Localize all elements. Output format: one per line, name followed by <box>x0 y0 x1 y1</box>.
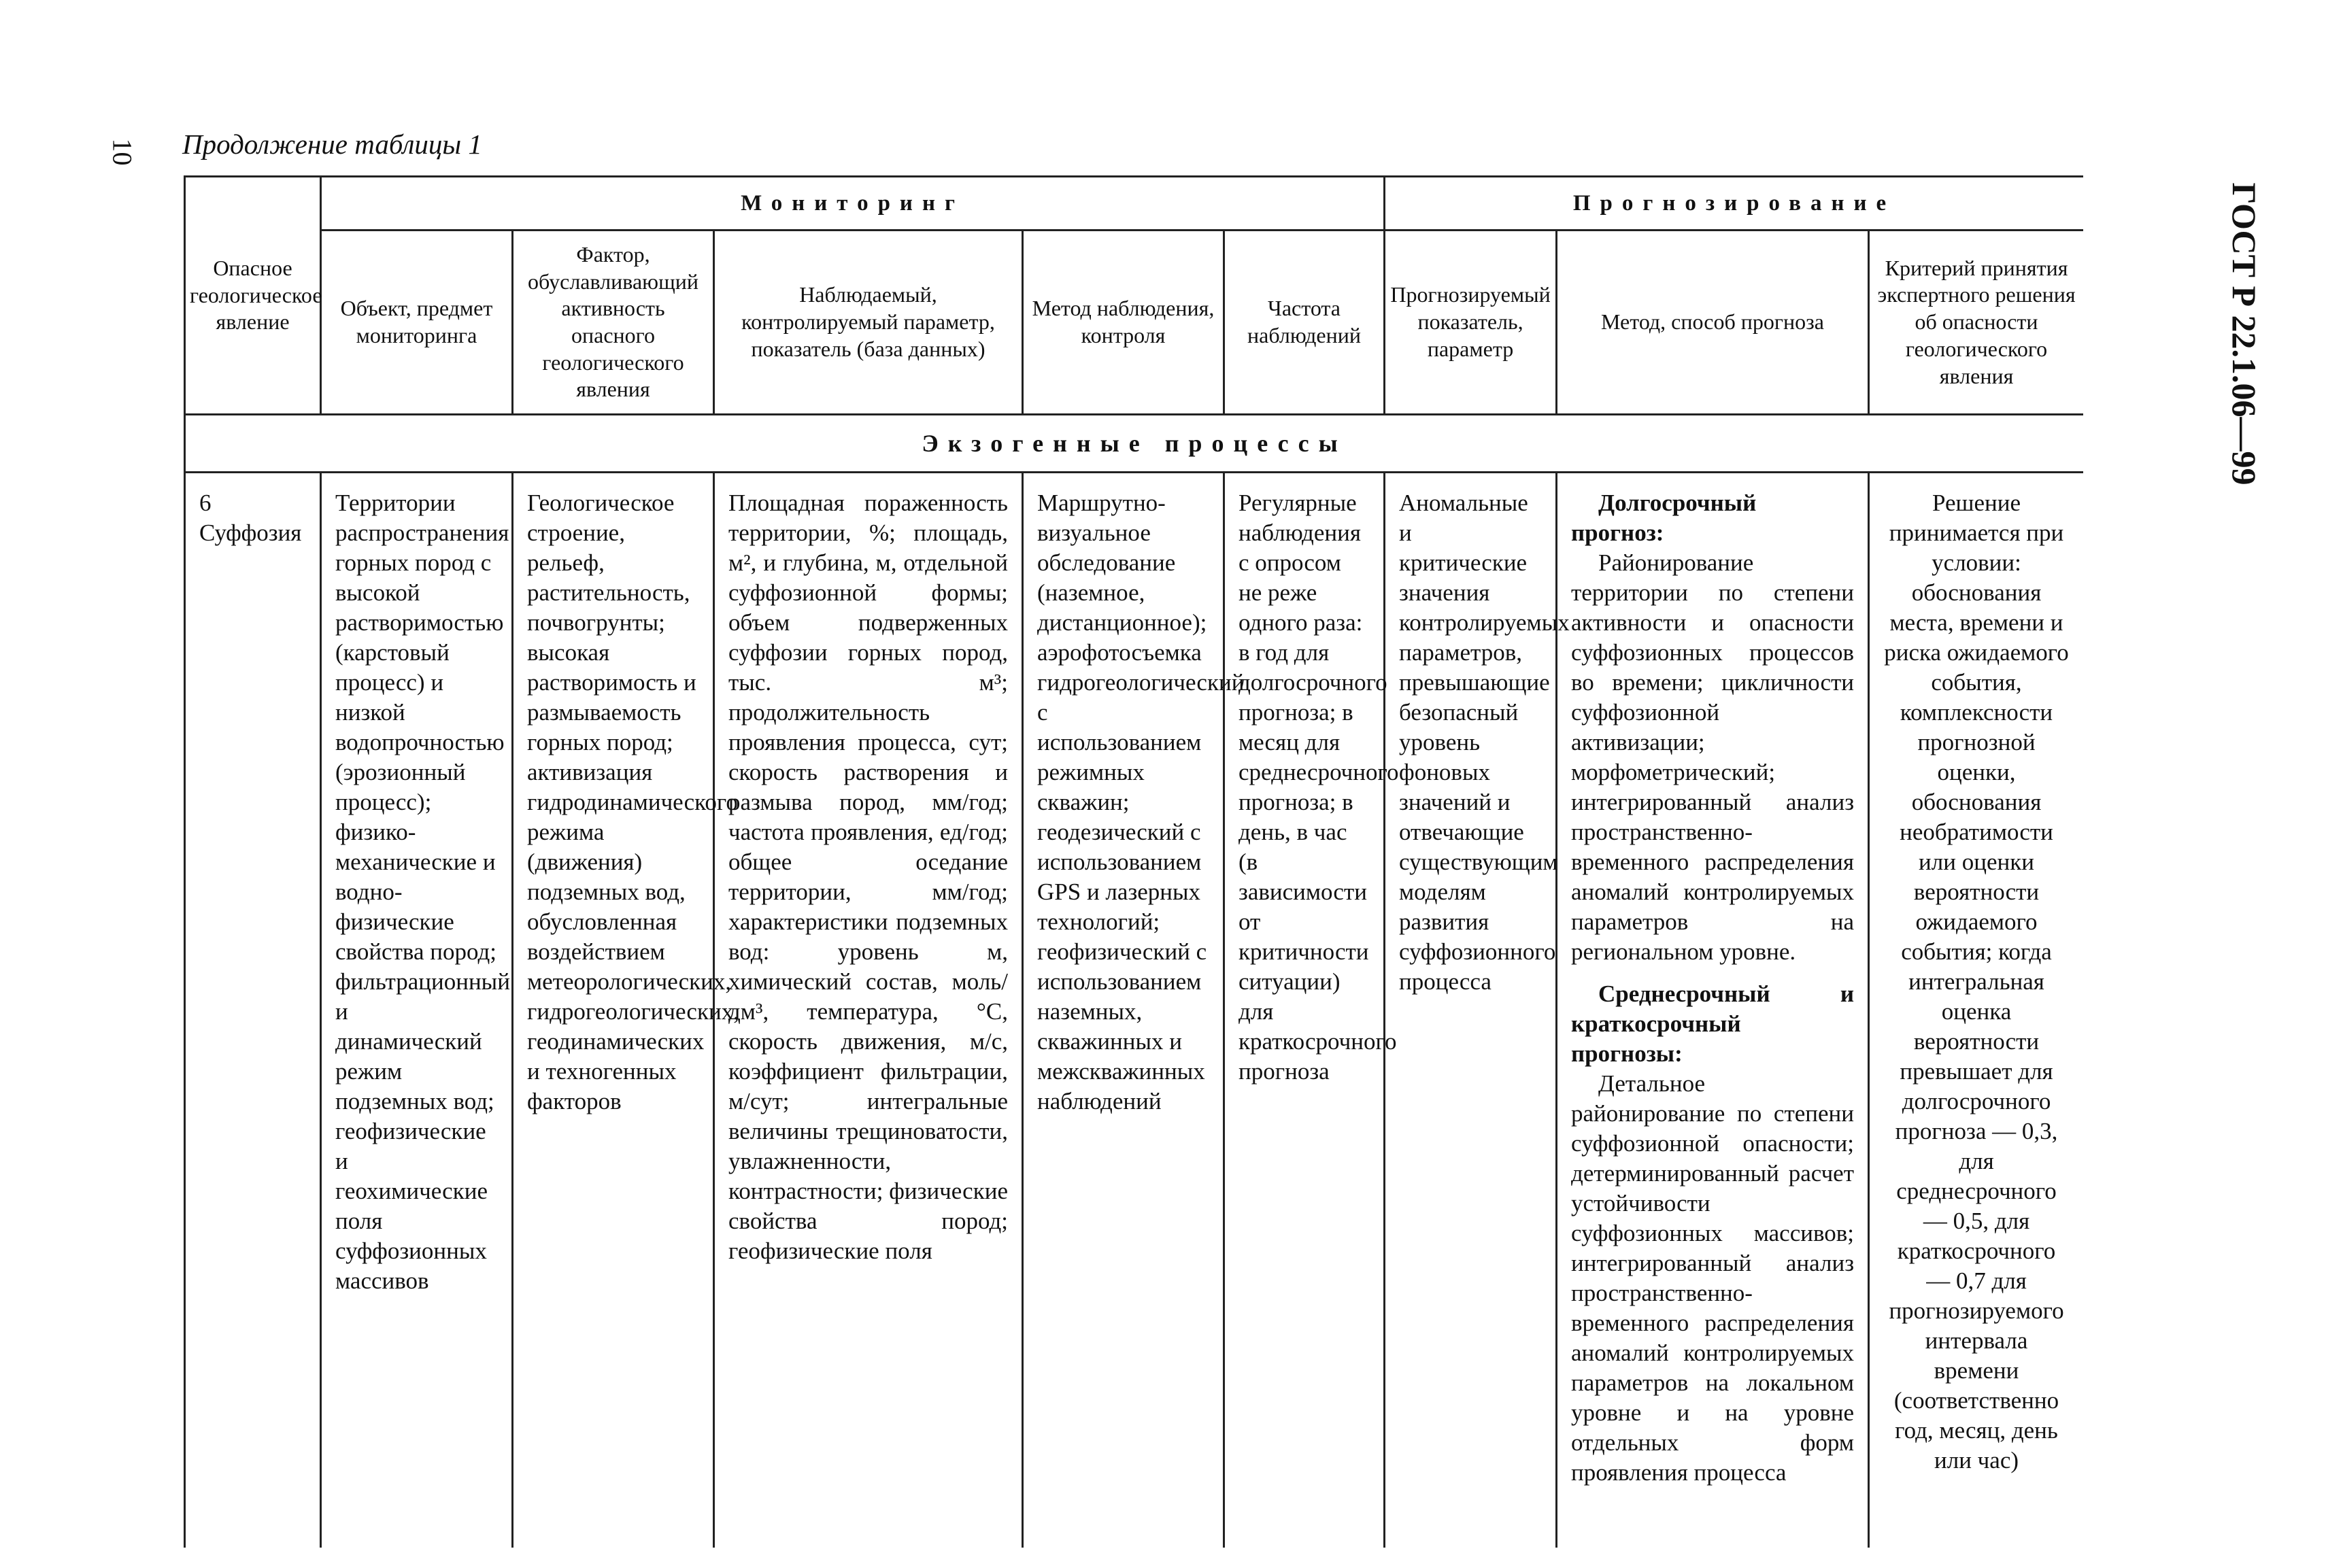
col-header-method: Метод наблюдения, контроля <box>1023 231 1224 415</box>
col-header-frequency: Частота наблюдений <box>1224 231 1385 415</box>
main-table <box>184 175 2083 1548</box>
cell-forecast-method <box>1557 473 1868 1488</box>
table-caption: Продолжение таблицы 1 <box>182 129 482 160</box>
col-header-phenomenon: Опасное геологическое явление <box>185 177 321 415</box>
long-term-title: Долгосрочный прогноз: <box>1571 490 1757 546</box>
col-header-criterion: Критерий принятия экспертного решения об опасности геологического явления <box>1869 231 2083 415</box>
col-header-parameter: Наблюдаемый, контролируемый параметр, показатель (база данных) <box>714 231 1023 415</box>
group-header-monitoring: Мониторинг <box>321 177 1385 231</box>
long-term-text: Районирование территории по степени активности и опасности суффозионных процессов во времени; цикличности суффозионной активизации; морфометрический; интегрированный анализ пространственно-временного распределения аномалий контролируемых параметров на региональном уровне. <box>1571 549 1855 965</box>
cell-parameter: Площадная пораженность территории, %; площадь, м², и глубина, м, отдельной суффозионной формы; объем подверженных суффозии горных пород, тыс. м³; продолжительность проявления процесса, сут; скорость растворения и размыва пород, мм/год; частота проявления, ед/год; общее оседание территории, мм/год; характеристики подземных вод: уровень м, химический состав, моль/дм³, температура, °C, скорость движения, м/с, коэффициент фильтрации, м/сут; интегральные величины трещиноватости, увлажненности, контрастности; физические свойства пород; геофизические поля <box>728 490 1008 1264</box>
col-header-forecast-param: Прогнозируемый показатель, параметр <box>1385 231 1557 415</box>
table-container <box>184 175 2083 1563</box>
mid-term-title: Среднесрочный и краткосрочный прогнозы: <box>1571 981 1855 1067</box>
group-header-forecasting: Прогнозирование <box>1385 177 2083 231</box>
standard-id: ГОСТ Р 22.1.06—99 <box>2225 182 2263 485</box>
page-number: 10 <box>107 138 138 166</box>
col-header-factor: Фактор, обуславливающий активность опасного геологического явления <box>513 231 714 415</box>
cell-forecast-param: Аномальные и критические значения контролируемых параметров, превышающие безопасный уровень фоновых значений и отвечающие существующим моделям развития суффозионного процесса <box>1399 490 1570 995</box>
cell-factor: Геологическое строение, рельеф, растительность, почвогрунты; высокая растворимость и размываемость горных пород; активизация гидродинамического режима (движения) подземных вод, обусловленная воздействием метеорологических, гидрогеологических, геодинамических и техногенных факторов <box>527 490 739 1114</box>
cell-method: Маршрутно-визуальное обследование (наземное, дистанционное); аэрофотосъемка гидрогеологический с использованием режимных скважин; геодезический с использованием GPS и лазерных технологий; геофизический с использованием наземных, скважинных и межскважинных наблюдений <box>1037 490 1245 1114</box>
table-row <box>185 473 2084 1548</box>
col-header-object: Объект, предмет мониторинга <box>321 231 513 415</box>
cell-phenomenon: 6 Суффозия <box>199 490 302 546</box>
mid-term-text: Детальное районирование по степени суффозионной опасности; детерминированный расчет устойчивости суффозионных массивов; интегрированный анализ пространственно-временного распределения аномалий контролируемых параметров на локальном уровне и на уровне отдельных форм проявления процесса <box>1571 1070 1855 1486</box>
cell-frequency: Регулярные наблюдения с опросом не реже одного раза: в год для долгосрочного прогноза; в месяц для среднесрочного прогноза; в день, в час (в зависимости от критичности ситуации) для краткосрочного прогноза <box>1238 490 1399 1085</box>
cell-object: Территории распространения горных пород с высокой растворимостью (карстовый процесс) и низкой водопрочностью (эрозионный процесс); физико-механические и водно-физические свойства пород; фильтрационный и динамический режим подземных вод; геофизические и геохимические поля суффозионных массивов <box>335 490 510 1294</box>
cell-criterion: Решение принимается при условии: обоснования места, времени и риска ожидаемого события, комплексности прогнозной оценки, обоснования необратимости или оценки вероятности ожидаемого события; когда интегральная оценка вероятности превышает для долгосрочного прогноза — 0,3, для среднесрочного — 0,5, для краткосрочного — 0,7 для прогнозируемого интервала времени (соответственно год, месяц, день или час) <box>1884 490 2069 1473</box>
section-header: Экзогенные процессы <box>185 415 2084 473</box>
col-header-forecast-method: Метод, способ прогноза <box>1557 231 1869 415</box>
